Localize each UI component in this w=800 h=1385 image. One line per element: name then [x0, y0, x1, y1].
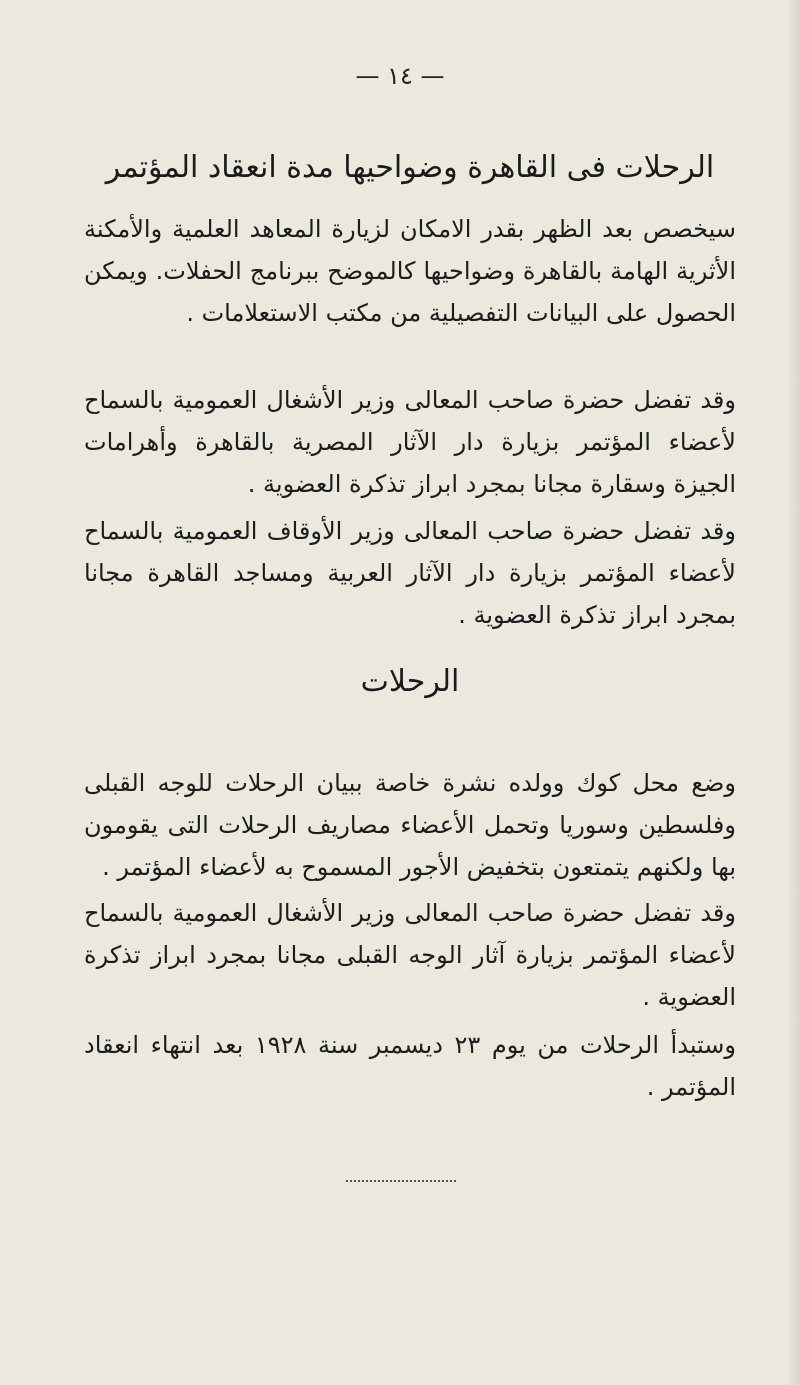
paragraph-cook-trips: وضع محل كوك وولده نشرة خاصة ببيان الرحلات للوجه القبلى وفلسطين وسوريا وتحمل الأعضاء مصاريف الرحلات التى يقومون بها ولكنهم يتمتعون بتخفيض الأجور المسموح به لأعضاء المؤتمر . [84, 769, 736, 881]
page-number: — ١٤ — [355, 62, 445, 90]
section-heading-trips: الرحلات [360, 664, 460, 699]
end-divider [346, 1180, 456, 1182]
page-edge-shadow [786, 0, 800, 1385]
paragraph-visits-intro: سيخصص بعد الظهر بقدر الامكان لزيارة المعاهد العلمية والأمكنة الأثرية الهامة بالقاهرة وضواحيها كالموضح ببرنامج الحفلات. ويمكن الحصول على البيانات التفصيلية من مكتب الاستعلامات . [84, 215, 736, 327]
paragraph-egyptian-antiquities: وقد تفضل حضرة صاحب المعالى وزير الأشغال العمومية بالسماح لأعضاء المؤتمر بزيارة دار الآثار المصرية بالقاهرة وأهرامات الجيزة وسقارة مجانا بمجرد ابراز تذكرة العضوية . [84, 386, 736, 498]
page-title: الرحلات فى القاهرة وضواحيها مدة انعقاد المؤتمر [105, 150, 715, 185]
paragraph-upper-egypt-antiquities: وقد تفضل حضرة صاحب المعالى وزير الأشغال العمومية بالسماح لأعضاء المؤتمر بزيارة آثار الوجه القبلى مجانا بمجرد ابراز تذكرة العضوية . [84, 899, 736, 1011]
paragraph-arab-antiquities: وقد تفضل حضرة صاحب المعالى وزير الأوقاف العمومية بالسماح لأعضاء المؤتمر بزيارة دار الآثار العربية ومساجد القاهرة مجانا بمجرد ابراز تذكرة العضوية . [84, 517, 736, 629]
paragraph-trips-start: وستبدأ الرحلات من يوم ٢٣ ديسمبر سنة ١٩٢٨ بعد انتهاء انعقاد المؤتمر . [84, 1031, 737, 1101]
